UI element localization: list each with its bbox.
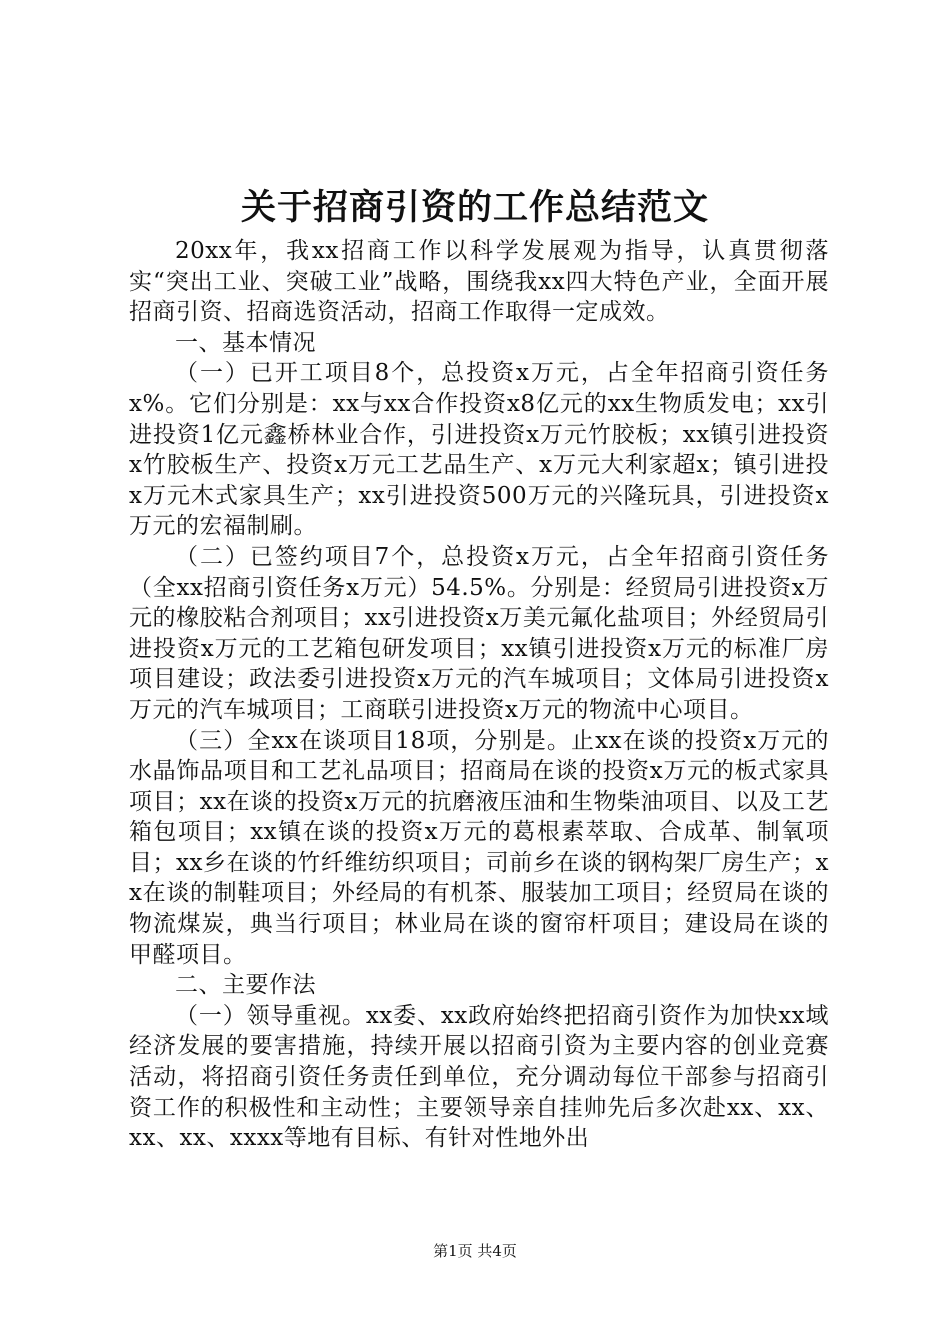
page-number-footer: 第1页 共4页 [433,1242,517,1260]
section-heading-basic-situation: 一、基本情况 [175,329,316,356]
paragraph-intro: 20xx年，我xx招商工作以科学发展观为指导，认真贯彻落实“突出工业、突破工业”战略，围绕我xx四大特色产业，全面开展招商引资、招商选资活动，招商工作取得一定成效。 [129,238,829,326]
paragraph-negotiating-projects: （三）全xx在谈项目18项，分别是。止xx在谈的投资x万元的水晶饰品项目和工艺礼品项目；招商局在谈的投资x万元的板式家具项目；xx在谈的投资x万元的抗磨液压油和生物柴油项目、以及工艺箱包项目；xx镇在谈的投资x万元的葛根素萃取、合成革、制氧项目；xx乡在谈的竹纤维纺织项目；司前乡在谈的钢构架厂房生产；xx在谈的制鞋项目；外经局的有机茶、服装加工项目；经贸局在谈的物流煤炭，典当行项目；林业局在谈的窗帘杆项目；建设局在谈的甲醛项目。 [129,727,829,968]
paragraph-signed-projects: （二）已签约项目7个，总投资x万元，占全年招商引资任务（全xx招商引资任务x万元）54.5%。分别是：经贸局引进投资x万元的橡胶粘合剂项目；xx引进投资x万美元氟化盐项目；外经贸局引进投资x万元的工艺箱包研发项目；xx镇引进投资x万元的标准厂房项目建设；政法委引进投资x万元的汽车城项目；文体局引进投资x万元的汽车城项目；工商联引进投资x万元的物流中心项目。 [129,543,829,723]
paragraph-leadership: （一）领导重视。xx委、xx政府始终把招商引资作为加快xx域经济发展的要害措施，持续开展以招商引资为主要内容的创业竞赛活动，将招商引资任务责任到单位，充分调动每位干部参与招商引资工作的积极性和主动性；主要领导亲自挂帅先后多次赴xx、xx、xx、xx、xxxx等地有目标、有针对性地外出 [129,1002,829,1152]
section-heading-main-practices: 二、主要作法 [175,972,316,999]
document-title: 关于招商引资的工作总结范文 [240,187,709,228]
document-body [129,236,829,1154]
paragraph-started-projects: （一）已开工项目8个，总投资x万元，占全年招商引资任务x%。它们分别是：xx与xx合作投资x8亿元的xx生物质发电；xx引进投资1亿元鑫桥林业合作，引进投资x万元竹胶板；xx镇引进投资x竹胶板生产、投资x万元工艺品生产、x万元大利家超x；镇引进投x万元木式家具生产；xx引进投资500万元的兴隆玩具，引进投资x万元的宏福制刷。 [129,360,829,540]
